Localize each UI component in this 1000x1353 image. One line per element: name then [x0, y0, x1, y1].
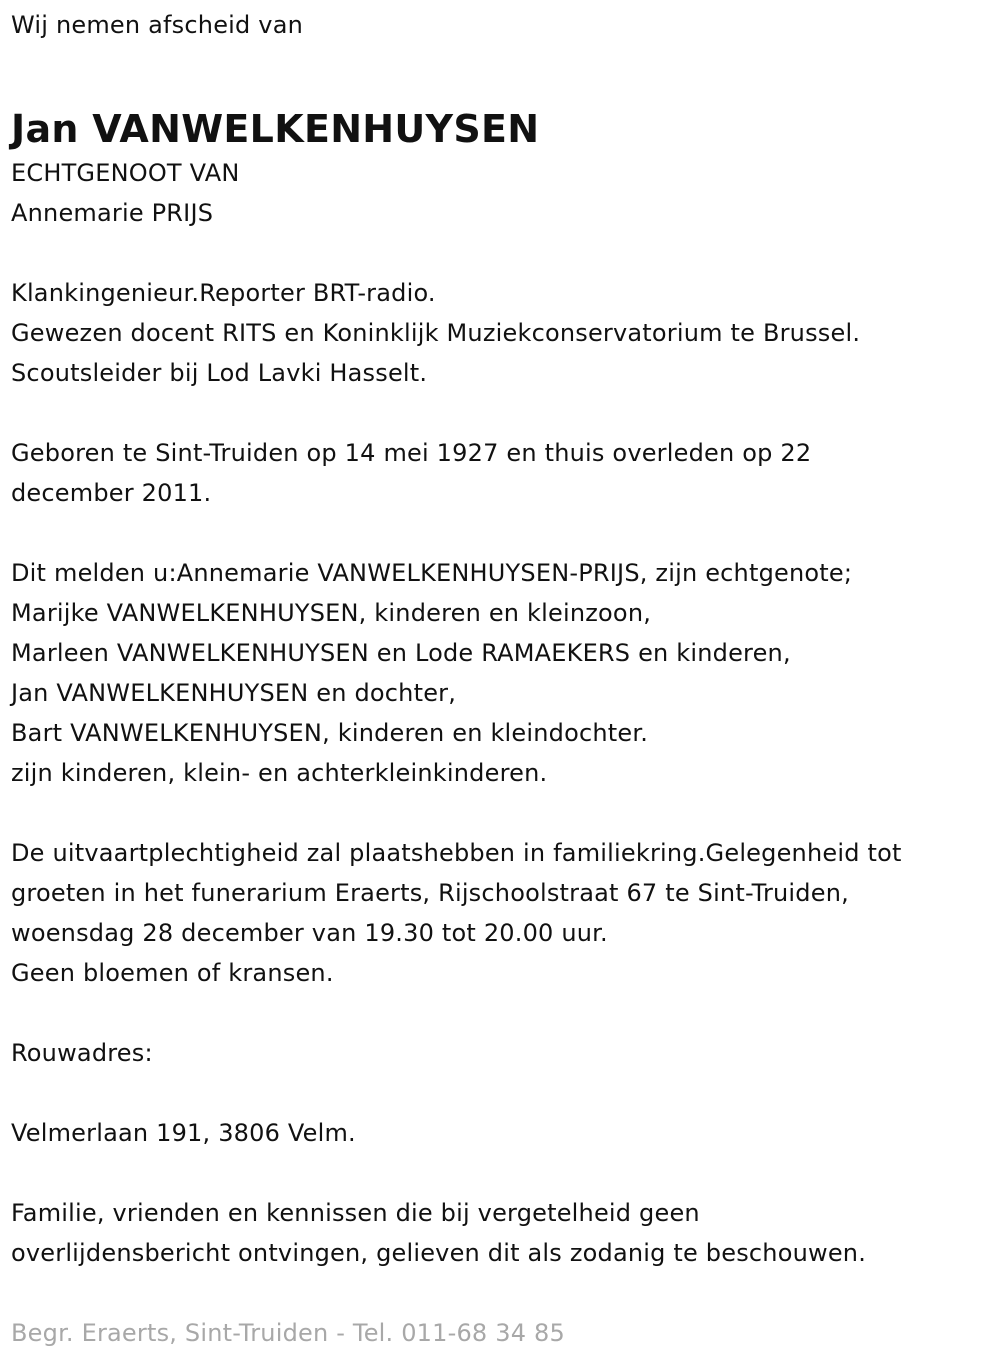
career-line: Scoutsleider bij Lod Lavki Hasselt. — [11, 359, 428, 387]
funeral-line: De uitvaartplechtigheid zal plaatshebben in familiekring.Gelegenheid tot — [11, 839, 902, 867]
birth-death-line: Geboren te Sint-Truiden op 14 mei 1927 en thuis overleden op 22 — [11, 439, 812, 467]
spacer — [11, 393, 991, 433]
funeral-line: groeten in het funerarium Eraerts, Rijschoolstraat 67 te Sint-Truiden, — [11, 879, 849, 907]
spouse-name: Annemarie PRIJS — [11, 199, 214, 227]
career-line: Klankingenieur.Reporter BRT-radio. — [11, 279, 436, 307]
funeral-line: woensdag 28 december van 19.30 tot 20.00 uur. — [11, 919, 608, 947]
death-notice — [11, 0, 991, 1353]
announcer-line: zijn kinderen, klein- en achterkleinkinderen. — [11, 759, 548, 787]
spacer — [11, 793, 991, 833]
birth-death-line: december 2011. — [11, 479, 212, 507]
relation-text: ECHTGENOOT VAN — [11, 159, 240, 187]
funeral-line: Geen bloemen of kransen. — [11, 959, 334, 987]
announcer-line: Marleen VANWELKENHUYSEN en Lode RAMAEKERS en kinderen, — [11, 639, 791, 667]
spacer — [11, 1073, 991, 1113]
announcer-line: Dit melden u:Annemarie VANWELKENHUYSEN-PRIJS, zijn echtgenote; — [11, 559, 853, 587]
spacer — [11, 1153, 991, 1193]
spacer — [11, 513, 991, 553]
funeral-home-footer: Begr. Eraerts, Sint-Truiden - Tel. 011-68 34 85 — [11, 1319, 565, 1347]
announcer-line: Bart VANWELKENHUYSEN, kinderen en kleindochter. — [11, 719, 649, 747]
announcer-line: Marijke VANWELKENHUYSEN, kinderen en kleinzoon, — [11, 599, 652, 627]
spacer — [11, 233, 991, 273]
mourning-address: Velmerlaan 191, 3806 Velm. — [11, 1119, 356, 1147]
mourning-address-label: Rouwadres: — [11, 1039, 153, 1067]
closing-line: overlijdensbericht ontvingen, gelieven dit als zodanig te beschouwen. — [11, 1239, 867, 1267]
career-line: Gewezen docent RITS en Koninklijk Muziekconservatorium te Brussel. — [11, 319, 861, 347]
intro-text: Wij nemen afscheid van — [11, 11, 304, 39]
spacer — [11, 993, 991, 1033]
announcer-line: Jan VANWELKENHUYSEN en dochter, — [11, 679, 457, 707]
deceased-name: Jan VANWELKENHUYSEN — [11, 107, 540, 151]
closing-line: Familie, vrienden en kennissen die bij vergetelheid geen — [11, 1199, 700, 1227]
